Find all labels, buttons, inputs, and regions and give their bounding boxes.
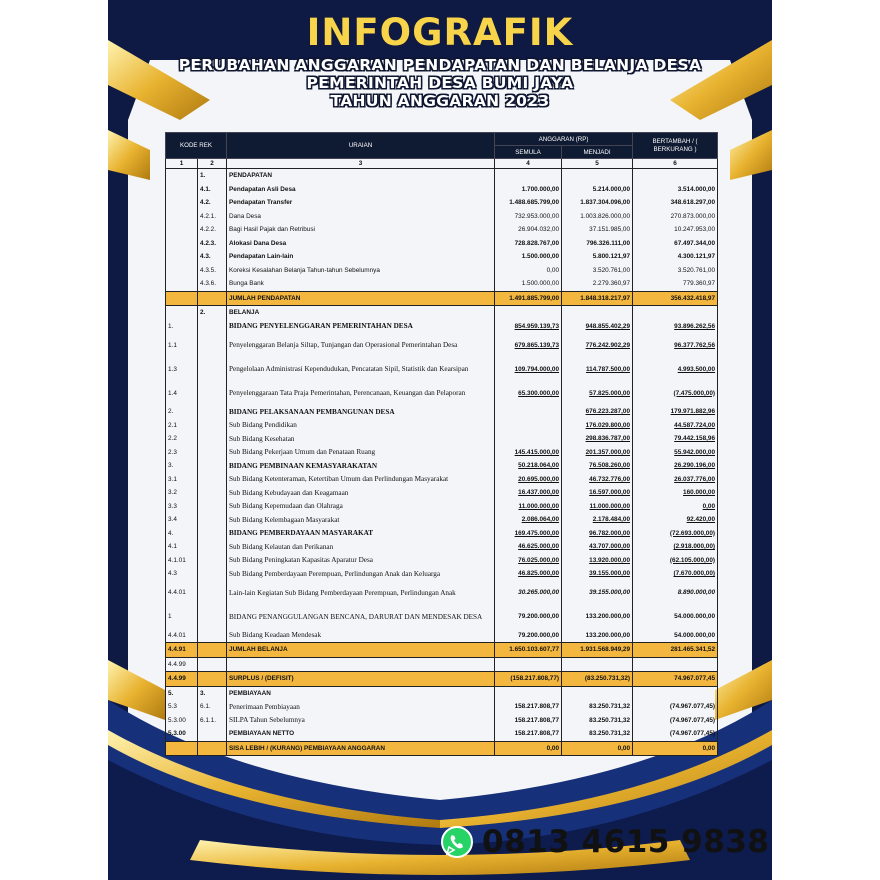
table-row xyxy=(166,527,718,541)
selisih-cell: 26.290.196,00 xyxy=(633,459,718,473)
budget-table-container xyxy=(165,132,717,756)
uraian-cell: JUMLAH PENDAPATAN xyxy=(227,291,495,306)
semula-cell: 1.650.103.607,77 xyxy=(495,643,562,658)
semula-cell: 46.825.000,00 xyxy=(495,567,562,581)
kode-rek-1-cell: 2. xyxy=(166,405,198,419)
semula-cell xyxy=(495,306,562,320)
semula-cell: 1.491.885.799,00 xyxy=(495,291,562,306)
table-row xyxy=(166,320,718,334)
table-row xyxy=(166,237,718,251)
kode-rek-2-cell xyxy=(198,741,227,756)
selisih-cell: (72.693.000,00) xyxy=(633,527,718,541)
table-row xyxy=(166,196,718,210)
uraian-cell: Pendapatan Lain-lain xyxy=(227,250,495,264)
kode-rek-1-cell: 1.3 xyxy=(166,357,198,381)
semula-cell: 158.217.808,77 xyxy=(495,714,562,728)
kode-rek-1-cell: 5.3 xyxy=(166,700,198,714)
budget-table xyxy=(165,132,718,756)
menjadi-cell: 298.836.787,00 xyxy=(562,432,633,446)
header xyxy=(110,10,770,110)
kode-rek-1-cell xyxy=(166,291,198,306)
selisih-cell xyxy=(633,686,718,700)
kode-rek-2-cell xyxy=(198,419,227,433)
selisih-cell: 55.942.000,00 xyxy=(633,446,718,460)
kode-rek-1-cell: 3.1 xyxy=(166,473,198,487)
menjadi-cell: 46.732.776,00 xyxy=(562,473,633,487)
uraian-cell: Koreksi Kesalahan Belanja Tahun-tahun Sebelumnya xyxy=(227,264,495,278)
table-row xyxy=(166,686,718,700)
kode-rek-1-cell xyxy=(166,223,198,237)
kode-rek-1-cell: 4.1.01 xyxy=(166,554,198,568)
table-row xyxy=(166,291,718,306)
semula-cell xyxy=(495,405,562,419)
kode-rek-1-cell xyxy=(166,169,198,183)
table-row xyxy=(166,554,718,568)
kode-rek-1-cell xyxy=(166,264,198,278)
selisih-cell: (7.670.000,00) xyxy=(633,567,718,581)
kode-rek-2-cell xyxy=(198,320,227,334)
col-number: 1 xyxy=(166,159,198,169)
kode-rek-2-cell xyxy=(198,629,227,643)
subtitle-line-3: TAHUN ANGGARAN 2023 xyxy=(330,92,550,110)
uraian-cell: SILPA Tahun Sebelumnya xyxy=(227,714,495,728)
uraian-cell: PEMBIAYAAN NETTO xyxy=(227,727,495,741)
kode-rek-2-cell: 1. xyxy=(198,169,227,183)
kode-rek-1-cell: 2.2 xyxy=(166,432,198,446)
uraian-cell: Sub Bidang Peningkatan Kapasitas Aparatur Desa xyxy=(227,554,495,568)
col-number: 6 xyxy=(633,159,718,169)
kode-rek-2-cell xyxy=(198,540,227,554)
menjadi-cell: 16.597.000,00 xyxy=(562,486,633,500)
menjadi-cell: 5.800.121,97 xyxy=(562,250,633,264)
kode-rek-1-cell: 5.3.00 xyxy=(166,714,198,728)
kode-rek-1-cell xyxy=(166,306,198,320)
semula-cell xyxy=(495,432,562,446)
selisih-cell xyxy=(633,306,718,320)
uraian-cell: PENDAPATAN xyxy=(227,169,495,183)
semula-cell: 109.794.000,00 xyxy=(495,357,562,381)
semula-cell: 679.865.139,73 xyxy=(495,333,562,357)
selisih-cell: (62.105.000,00) xyxy=(633,554,718,568)
selisih-cell: 281.465.341,52 xyxy=(633,643,718,658)
menjadi-cell: 1.848.318.217,97 xyxy=(562,291,633,306)
kode-rek-2-cell xyxy=(198,605,227,629)
menjadi-cell: (83.250.731,32) xyxy=(562,672,633,687)
table-row xyxy=(166,727,718,741)
kode-rek-2-cell xyxy=(198,381,227,405)
table-row xyxy=(166,513,718,527)
table-row xyxy=(166,250,718,264)
semula-cell: 0,00 xyxy=(495,264,562,278)
uraian-cell: BIDANG PELAKSANAAN PEMBANGUNAN DESA xyxy=(227,405,495,419)
semula-cell: 30.265.000,00 xyxy=(495,581,562,605)
menjadi-cell: 39.155.000,00 xyxy=(562,567,633,581)
uraian-cell xyxy=(227,657,495,672)
kode-rek-1-cell: 1.4 xyxy=(166,381,198,405)
header-kode-rek: KODE REK xyxy=(166,133,227,159)
semula-cell: 46.625.000,00 xyxy=(495,540,562,554)
selisih-cell: 93.896.262,56 xyxy=(633,320,718,334)
selisih-cell: 356.432.418,97 xyxy=(633,291,718,306)
kode-rek-1-cell xyxy=(166,196,198,210)
menjadi-cell: 176.029.800,00 xyxy=(562,419,633,433)
table-row xyxy=(166,432,718,446)
kode-rek-2-cell xyxy=(198,486,227,500)
table-row xyxy=(166,500,718,514)
menjadi-cell: 13.920.000,00 xyxy=(562,554,633,568)
selisih-cell: 779.360,97 xyxy=(633,277,718,291)
semula-cell: 1.700.000,00 xyxy=(495,183,562,197)
selisih-cell: 54.000.000,00 xyxy=(633,629,718,643)
menjadi-cell xyxy=(562,306,633,320)
selisih-cell: 79.442.158,96 xyxy=(633,432,718,446)
header-anggaran: ANGGARAN (RP) xyxy=(495,133,633,146)
uraian-cell: Bagi Hasil Pajak dan Retribusi xyxy=(227,223,495,237)
uraian-cell: BIDANG PEMBERDAYAAN MASYARAKAT xyxy=(227,527,495,541)
table-row xyxy=(166,459,718,473)
table-row xyxy=(166,183,718,197)
phone-contact xyxy=(440,822,769,862)
menjadi-cell: 114.787.500,00 xyxy=(562,357,633,381)
semula-cell: 16.437.000,00 xyxy=(495,486,562,500)
kode-rek-2-cell xyxy=(198,357,227,381)
semula-cell: 11.000.000,00 xyxy=(495,500,562,514)
kode-rek-1-cell: 3. xyxy=(166,459,198,473)
selisih-cell: (74.967.077,45) xyxy=(633,727,718,741)
kode-rek-2-cell: 4.2. xyxy=(198,196,227,210)
semula-cell: 20.695.000,00 xyxy=(495,473,562,487)
semula-cell xyxy=(495,169,562,183)
table-row xyxy=(166,714,718,728)
menjadi-cell: 39.155.000,00 xyxy=(562,581,633,605)
kode-rek-1-cell: 2.3 xyxy=(166,446,198,460)
semula-cell: 1.500.000,00 xyxy=(495,250,562,264)
uraian-cell: Penyelenggaran Belanja Siltap, Tunjangan dan Operasional Pemerintahan Desa xyxy=(227,333,495,357)
uraian-cell: Dana Desa xyxy=(227,210,495,224)
kode-rek-1-cell: 3.2 xyxy=(166,486,198,500)
uraian-cell: PEMBIAYAAN xyxy=(227,686,495,700)
kode-rek-2-cell xyxy=(198,567,227,581)
selisih-cell: 3.520.761,00 xyxy=(633,264,718,278)
kode-rek-1-cell: 1 xyxy=(166,605,198,629)
header-menjadi: MENJADI xyxy=(562,146,633,159)
uraian-cell: Penerimaan Pembiayaan xyxy=(227,700,495,714)
selisih-cell: (74.967.077,45) xyxy=(633,700,718,714)
semula-cell: 2.086.064,00 xyxy=(495,513,562,527)
kode-rek-1-cell: 2.1 xyxy=(166,419,198,433)
uraian-cell: Penyelenggaraan Tata Praja Pemerintahan, Perencanaan, Keuangan dan Pelaporan xyxy=(227,381,495,405)
kode-rek-1-cell xyxy=(166,210,198,224)
semula-cell xyxy=(495,657,562,672)
semula-cell: 1.488.685.799,00 xyxy=(495,196,562,210)
whatsapp-icon xyxy=(440,825,474,859)
selisih-cell: 4.300.121,97 xyxy=(633,250,718,264)
col-number: 3 xyxy=(227,159,495,169)
selisih-cell: 0,00 xyxy=(633,741,718,756)
menjadi-cell xyxy=(562,169,633,183)
table-row xyxy=(166,277,718,291)
kode-rek-2-cell xyxy=(198,657,227,672)
selisih-cell: 179.971.882,96 xyxy=(633,405,718,419)
col-number: 2 xyxy=(198,159,227,169)
kode-rek-2-cell: 4.1. xyxy=(198,183,227,197)
kode-rek-2-cell: 4.2.3. xyxy=(198,237,227,251)
uraian-cell: Sub Bidang Keadaan Mendesak xyxy=(227,629,495,643)
selisih-cell: 26.037.776,00 xyxy=(633,473,718,487)
uraian-cell: Alokasi Dana Desa xyxy=(227,237,495,251)
kode-rek-2-cell: 4.3.5. xyxy=(198,264,227,278)
table-row xyxy=(166,419,718,433)
menjadi-cell: 57.825.000,00 xyxy=(562,381,633,405)
semula-cell: 728.828.767,00 xyxy=(495,237,562,251)
uraian-cell: Lain-lain Kegiatan Sub Bidang Pemberdayaan Perempuan, Perlindungan Anak xyxy=(227,581,495,605)
kode-rek-2-cell: 4.3.6. xyxy=(198,277,227,291)
menjadi-cell: 1.931.568.949,29 xyxy=(562,643,633,658)
menjadi-cell: 11.000.000,00 xyxy=(562,500,633,514)
table-row xyxy=(166,264,718,278)
subtitle-line-1: PERUBAHAN ANGGARAN PENDAPATAN DAN BELANJA DESA xyxy=(178,56,702,74)
table-row xyxy=(166,657,718,672)
kode-rek-2-cell xyxy=(198,727,227,741)
kode-rek-2-cell xyxy=(198,672,227,687)
kode-rek-1-cell: 1.1 xyxy=(166,333,198,357)
uraian-cell: Sub Bidang Kebudayaan dan Keagamaan xyxy=(227,486,495,500)
menjadi-cell: 83.250.731,32 xyxy=(562,714,633,728)
uraian-cell: Pendapatan Transfer xyxy=(227,196,495,210)
kode-rek-2-cell xyxy=(198,527,227,541)
kode-rek-2-cell xyxy=(198,405,227,419)
semula-cell xyxy=(495,686,562,700)
kode-rek-2-cell xyxy=(198,459,227,473)
menjadi-cell: 0,00 xyxy=(562,741,633,756)
kode-rek-1-cell: 5. xyxy=(166,686,198,700)
menjadi-cell: 948.855.402,29 xyxy=(562,320,633,334)
selisih-cell: 270.873.000,00 xyxy=(633,210,718,224)
kode-rek-2-cell: 2. xyxy=(198,306,227,320)
uraian-cell: Pengelolaan Administrasi Kependudukan, Pencatatan Sipil, Statistik dan Kearsipan xyxy=(227,357,495,381)
uraian-cell: Sub Bidang Pemberdayaan Perempuan, Perlindungan Anak dan Keluarga xyxy=(227,567,495,581)
table-row xyxy=(166,540,718,554)
table-row xyxy=(166,306,718,320)
col-number: 4 xyxy=(495,159,562,169)
menjadi-cell: 76.508.260,00 xyxy=(562,459,633,473)
semula-cell: 79.200.000,00 xyxy=(495,629,562,643)
kode-rek-2-cell xyxy=(198,333,227,357)
menjadi-cell: 776.242.902,29 xyxy=(562,333,633,357)
menjadi-cell: 1.003.826.000,00 xyxy=(562,210,633,224)
menjadi-cell: 676.223.287,00 xyxy=(562,405,633,419)
kode-rek-1-cell: 4.3 xyxy=(166,567,198,581)
table-row xyxy=(166,210,718,224)
subtitle-line-2: PEMERINTAH DESA BUMI JAYA xyxy=(306,74,574,92)
table-row xyxy=(166,629,718,643)
kode-rek-2-cell xyxy=(198,554,227,568)
table-row xyxy=(166,700,718,714)
semula-cell: 1.500.000,00 xyxy=(495,277,562,291)
semula-cell: 158.217.808,77 xyxy=(495,727,562,741)
selisih-cell: 348.618.297,00 xyxy=(633,196,718,210)
table-row xyxy=(166,381,718,405)
table-row xyxy=(166,672,718,687)
kode-rek-1-cell: 4.4.01 xyxy=(166,581,198,605)
menjadi-cell: 133.200.000,00 xyxy=(562,605,633,629)
kode-rek-1-cell xyxy=(166,183,198,197)
kode-rek-2-cell xyxy=(198,643,227,658)
table-row xyxy=(166,169,718,183)
kode-rek-1-cell: 4. xyxy=(166,527,198,541)
kode-rek-2-cell: 6.1. xyxy=(198,700,227,714)
semula-cell: 76.025.000,00 xyxy=(495,554,562,568)
selisih-cell: 92.420,00 xyxy=(633,513,718,527)
kode-rek-1-cell xyxy=(166,277,198,291)
menjadi-cell xyxy=(562,657,633,672)
uraian-cell: Pendapatan Asli Desa xyxy=(227,183,495,197)
table-row xyxy=(166,473,718,487)
menjadi-cell: 1.837.304.096,00 xyxy=(562,196,633,210)
uraian-cell: Sub Bidang Pekerjaan Umum dan Penataan Ruang xyxy=(227,446,495,460)
kode-rek-2-cell: 4.2.2. xyxy=(198,223,227,237)
kode-rek-1-cell xyxy=(166,250,198,264)
semula-cell xyxy=(495,419,562,433)
uraian-cell: JUMLAH BELANJA xyxy=(227,643,495,658)
uraian-cell: Sub Bidang Ketenteraman, Ketertiban Umum dan Perlindungan Masyarakat xyxy=(227,473,495,487)
page-title: INFOGRAFIK xyxy=(306,11,574,54)
semula-cell: 169.475.000,00 xyxy=(495,527,562,541)
uraian-cell: BIDANG PENYELENGGARAN PEMERINTAHAN DESA xyxy=(227,320,495,334)
table-row xyxy=(166,741,718,756)
table-row xyxy=(166,486,718,500)
semula-cell: 158.217.808,77 xyxy=(495,700,562,714)
table-row xyxy=(166,581,718,605)
kode-rek-2-cell xyxy=(198,291,227,306)
selisih-cell: 67.497.344,00 xyxy=(633,237,718,251)
semula-cell: 732.953.000,00 xyxy=(495,210,562,224)
menjadi-cell: 43.707.000,00 xyxy=(562,540,633,554)
kode-rek-2-cell xyxy=(198,581,227,605)
table-row xyxy=(166,643,718,658)
menjadi-cell: 201.357.000,00 xyxy=(562,446,633,460)
header-uraian: URAIAN xyxy=(227,133,495,159)
semula-cell: 0,00 xyxy=(495,741,562,756)
uraian-cell: SURPLUS / (DEFISIT) xyxy=(227,672,495,687)
uraian-cell: BIDANG PEMBINAAN KEMASYARAKATAN xyxy=(227,459,495,473)
table-row xyxy=(166,605,718,629)
semula-cell: (158.217.808,77) xyxy=(495,672,562,687)
selisih-cell: 160.000,00 xyxy=(633,486,718,500)
kode-rek-2-cell xyxy=(198,473,227,487)
kode-rek-2-cell xyxy=(198,446,227,460)
uraian-cell: SISA LEBIH / (KURANG) PEMBIAYAAN ANGGARAN xyxy=(227,741,495,756)
kode-rek-2-cell: 6.1.1. xyxy=(198,714,227,728)
selisih-cell: 4.993.500,00 xyxy=(633,357,718,381)
selisih-cell: (7.475.000,00) xyxy=(633,381,718,405)
table-row xyxy=(166,405,718,419)
table-row xyxy=(166,357,718,381)
uraian-cell: Sub Bidang Kepemudaan dan Olahraga xyxy=(227,500,495,514)
kode-rek-2-cell: 3. xyxy=(198,686,227,700)
kode-rek-1-cell: 3.4 xyxy=(166,513,198,527)
menjadi-cell: 83.250.731,32 xyxy=(562,700,633,714)
kode-rek-1-cell xyxy=(166,237,198,251)
kode-rek-1-cell: 4.1 xyxy=(166,540,198,554)
uraian-cell: Bunga Bank xyxy=(227,277,495,291)
semula-cell: 65.300.000,00 xyxy=(495,381,562,405)
kode-rek-2-cell: 4.3. xyxy=(198,250,227,264)
table-row xyxy=(166,223,718,237)
uraian-cell: Sub Bidang Kelembagaan Masyarakat xyxy=(227,513,495,527)
selisih-cell: 0,00 xyxy=(633,500,718,514)
col-number: 5 xyxy=(562,159,633,169)
uraian-cell: Sub Bidang Kelautan dan Perikanan xyxy=(227,540,495,554)
header-bertambah: BERTAMBAH / ( BERKURANG ) xyxy=(633,133,718,159)
uraian-cell: BELANJA xyxy=(227,306,495,320)
selisih-cell: 54.000.000,00 xyxy=(633,605,718,629)
menjadi-cell: 2.279.360,97 xyxy=(562,277,633,291)
column-number-row xyxy=(166,159,718,169)
kode-rek-2-cell xyxy=(198,513,227,527)
menjadi-cell: 37.151.985,00 xyxy=(562,223,633,237)
uraian-cell: BIDANG PENANGGULANGAN BENCANA, DARURAT DAN MENDESAK DESA xyxy=(227,605,495,629)
selisih-cell: 96.377.762,56 xyxy=(633,333,718,357)
menjadi-cell: 2.178.484,00 xyxy=(562,513,633,527)
semula-cell: 854.959.139,73 xyxy=(495,320,562,334)
menjadi-cell: 796.326.111,00 xyxy=(562,237,633,251)
menjadi-cell: 133.200.000,00 xyxy=(562,629,633,643)
selisih-cell: 3.514.000,00 xyxy=(633,183,718,197)
kode-rek-1-cell xyxy=(166,741,198,756)
semula-cell: 50.218.064,00 xyxy=(495,459,562,473)
semula-cell: 26.904.032,00 xyxy=(495,223,562,237)
selisih-cell xyxy=(633,657,718,672)
selisih-cell: 44.587.724,00 xyxy=(633,419,718,433)
kode-rek-1-cell: 4.4.01 xyxy=(166,629,198,643)
kode-rek-1-cell: 4.4.91 xyxy=(166,643,198,658)
kode-rek-2-cell: 4.2.1. xyxy=(198,210,227,224)
table-row xyxy=(166,567,718,581)
table-row xyxy=(166,446,718,460)
kode-rek-1-cell: 4.4.99 xyxy=(166,657,198,672)
menjadi-cell: 5.214.000,00 xyxy=(562,183,633,197)
table-row xyxy=(166,333,718,357)
selisih-cell: 10.247.953,00 xyxy=(633,223,718,237)
selisih-cell: (2.918.000,00) xyxy=(633,540,718,554)
menjadi-cell: 3.520.761,00 xyxy=(562,264,633,278)
selisih-cell: 8.890.000,00 xyxy=(633,581,718,605)
kode-rek-2-cell xyxy=(198,500,227,514)
kode-rek-1-cell: 4.4.99 xyxy=(166,672,198,687)
kode-rek-1-cell: 1. xyxy=(166,320,198,334)
selisih-cell: 74.967.077,45 xyxy=(633,672,718,687)
kode-rek-1-cell: 5.3.00 xyxy=(166,727,198,741)
uraian-cell: Sub Bidang Kesehatan xyxy=(227,432,495,446)
semula-cell: 79.200.000,00 xyxy=(495,605,562,629)
selisih-cell: (74.967.077,45) xyxy=(633,714,718,728)
uraian-cell: Sub Bidang Pendidikan xyxy=(227,419,495,433)
phone-number: 0813 4615 9838 xyxy=(482,824,770,860)
kode-rek-1-cell: 3.3 xyxy=(166,500,198,514)
header-semula: SEMULA xyxy=(495,146,562,159)
semula-cell: 145.415.000,00 xyxy=(495,446,562,460)
kode-rek-2-cell xyxy=(198,432,227,446)
menjadi-cell: 83.250.731,32 xyxy=(562,727,633,741)
menjadi-cell xyxy=(562,686,633,700)
selisih-cell xyxy=(633,169,718,183)
menjadi-cell: 96.782.000,00 xyxy=(562,527,633,541)
